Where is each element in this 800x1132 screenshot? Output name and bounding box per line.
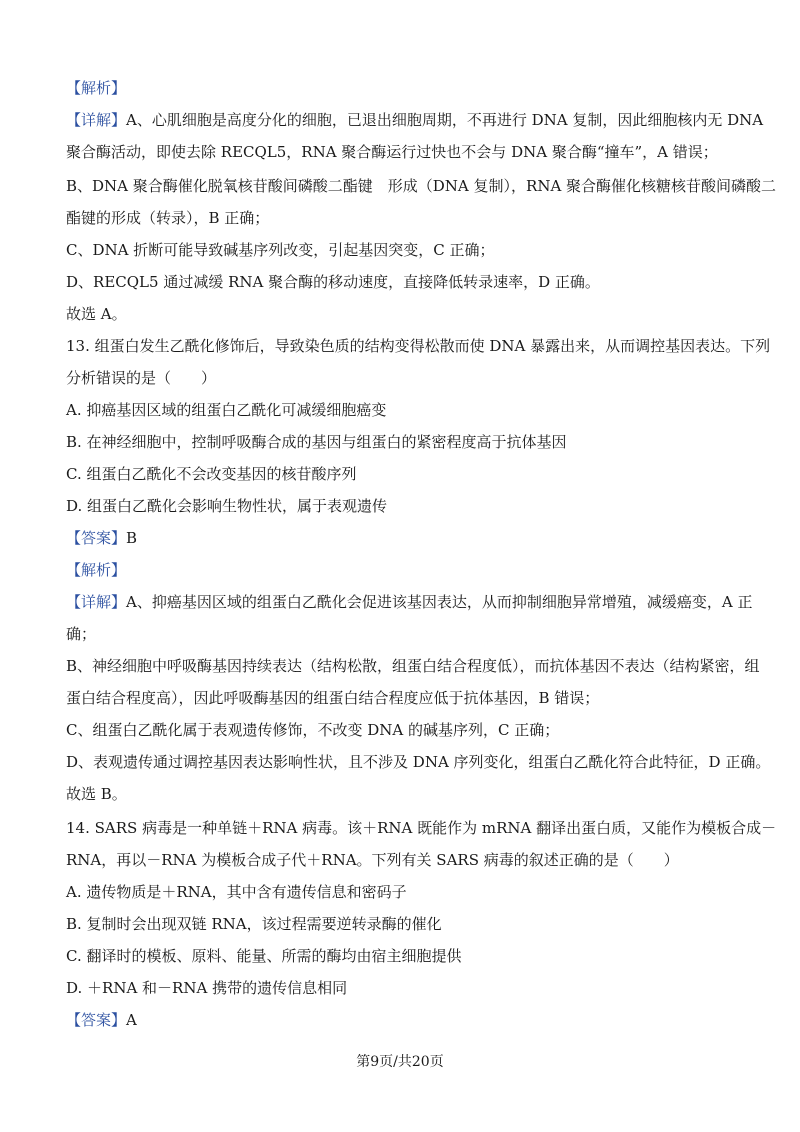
detail-text: 确；: [66, 625, 97, 643]
detail-text: D、RECQL5 通过减缓 RNA 聚合酶的移动速度，直接降低转录速率，D 正确。: [66, 273, 600, 291]
analysis-heading: 【解析】: [66, 79, 127, 97]
detail-paragraph: [66, 110, 763, 130]
answer-heading: 【答案】: [66, 1011, 127, 1029]
option-d: D. 组蛋白乙酰化会影响生物性状，属于表观遗传: [66, 497, 388, 515]
detail-text: A、心肌细胞是高度分化的细胞，已退出细胞周期，不再进行 DNA 复制，因此细胞核内无 DNA: [126, 111, 764, 129]
answer-value: B: [126, 529, 138, 547]
page-number: 第9页/共20页: [356, 1054, 444, 1070]
option-a: A. 遗传物质是＋RNA，其中含有遗传信息和密码子: [66, 883, 407, 901]
question-stem: 分析错误的是（ ）: [66, 369, 217, 387]
detail-text: B、DNA 聚合酶催化脱氧核苷酸间磷酸二酯键 形成（DNA 复制），RNA 聚合酶催化核糖核苷酸间磷酸二: [66, 177, 777, 195]
answer-line: [66, 1010, 137, 1030]
conclusion-text: 故选 A。: [66, 305, 127, 323]
detail-text: C、组蛋白乙酰化属于表观遗传修饰，不改变 DNA 的碱基序列，C 正确；: [66, 721, 560, 739]
option-b: B. 复制时会出现双链 RNA，该过程需要逆转录酶的催化: [66, 915, 442, 933]
option-d: D. ＋RNA 和－RNA 携带的遗传信息相同: [66, 979, 348, 997]
option-a: A. 抑癌基因区域的组蛋白乙酰化可减缓细胞癌变: [66, 401, 387, 419]
detail-text: C、DNA 折断可能导致碱基序列改变，引起基因突变，C 正确；: [66, 241, 495, 259]
detail-paragraph: [66, 592, 752, 612]
answer-value: A: [126, 1011, 137, 1029]
answer-line: [66, 528, 137, 548]
question-stem: RNA，再以－RNA 为模板合成子代＋RNA。下列有关 SARS 病毒的叙述正确的是（ ）: [66, 851, 679, 869]
answer-heading: 【答案】: [66, 529, 127, 547]
question-stem: 13. 组蛋白发生乙酰化修饰后，导致染色质的结构变得松散而使 DNA 暴露出来，从而调控基因表达。下列: [66, 337, 771, 355]
detail-heading: 【详解】: [66, 111, 127, 129]
detail-text: B、神经细胞中呼吸酶基因持续表达（结构松散，组蛋白结合程度低），而抗体基因不表达（结构紧密，组: [66, 657, 760, 675]
option-c: C. 翻译时的模板、原料、能量、所需的酶均由宿主细胞提供: [66, 947, 462, 965]
detail-text: A、抑癌基因区域的组蛋白乙酰化会促进该基因表达，从而抑制细胞异常增殖，减缓癌变，A 正: [126, 593, 753, 611]
option-c: C. 组蛋白乙酰化不会改变基因的核苷酸序列: [66, 465, 357, 483]
detail-text: D、表观遗传通过调控基因表达影响性状，且不涉及 DNA 序列变化，组蛋白乙酰化符合此特征，D 正确。: [66, 753, 771, 771]
analysis-heading: 【解析】: [66, 561, 127, 579]
conclusion-text: 故选 B。: [66, 785, 127, 803]
detail-text: 酯键的形成（转录），B 正确；: [66, 209, 270, 227]
detail-text: 聚合酶活动，即使去除 RECQL5，RNA 聚合酶运行过快也不会与 DNA 聚合酶“撞车”，A 错误；: [66, 143, 718, 161]
detail-heading: 【详解】: [66, 593, 127, 611]
detail-text: 蛋白结合程度高），因此呼吸酶基因的组蛋白结合程度应低于抗体基因，B 错误；: [66, 689, 600, 707]
option-b: B. 在神经细胞中，控制呼吸酶合成的基因与组蛋白的紧密程度高于抗体基因: [66, 433, 567, 451]
question-stem: 14. SARS 病毒是一种单链＋RNA 病毒。该＋RNA 既能作为 mRNA 翻译出蛋白质，又能作为模板合成－: [66, 819, 777, 837]
